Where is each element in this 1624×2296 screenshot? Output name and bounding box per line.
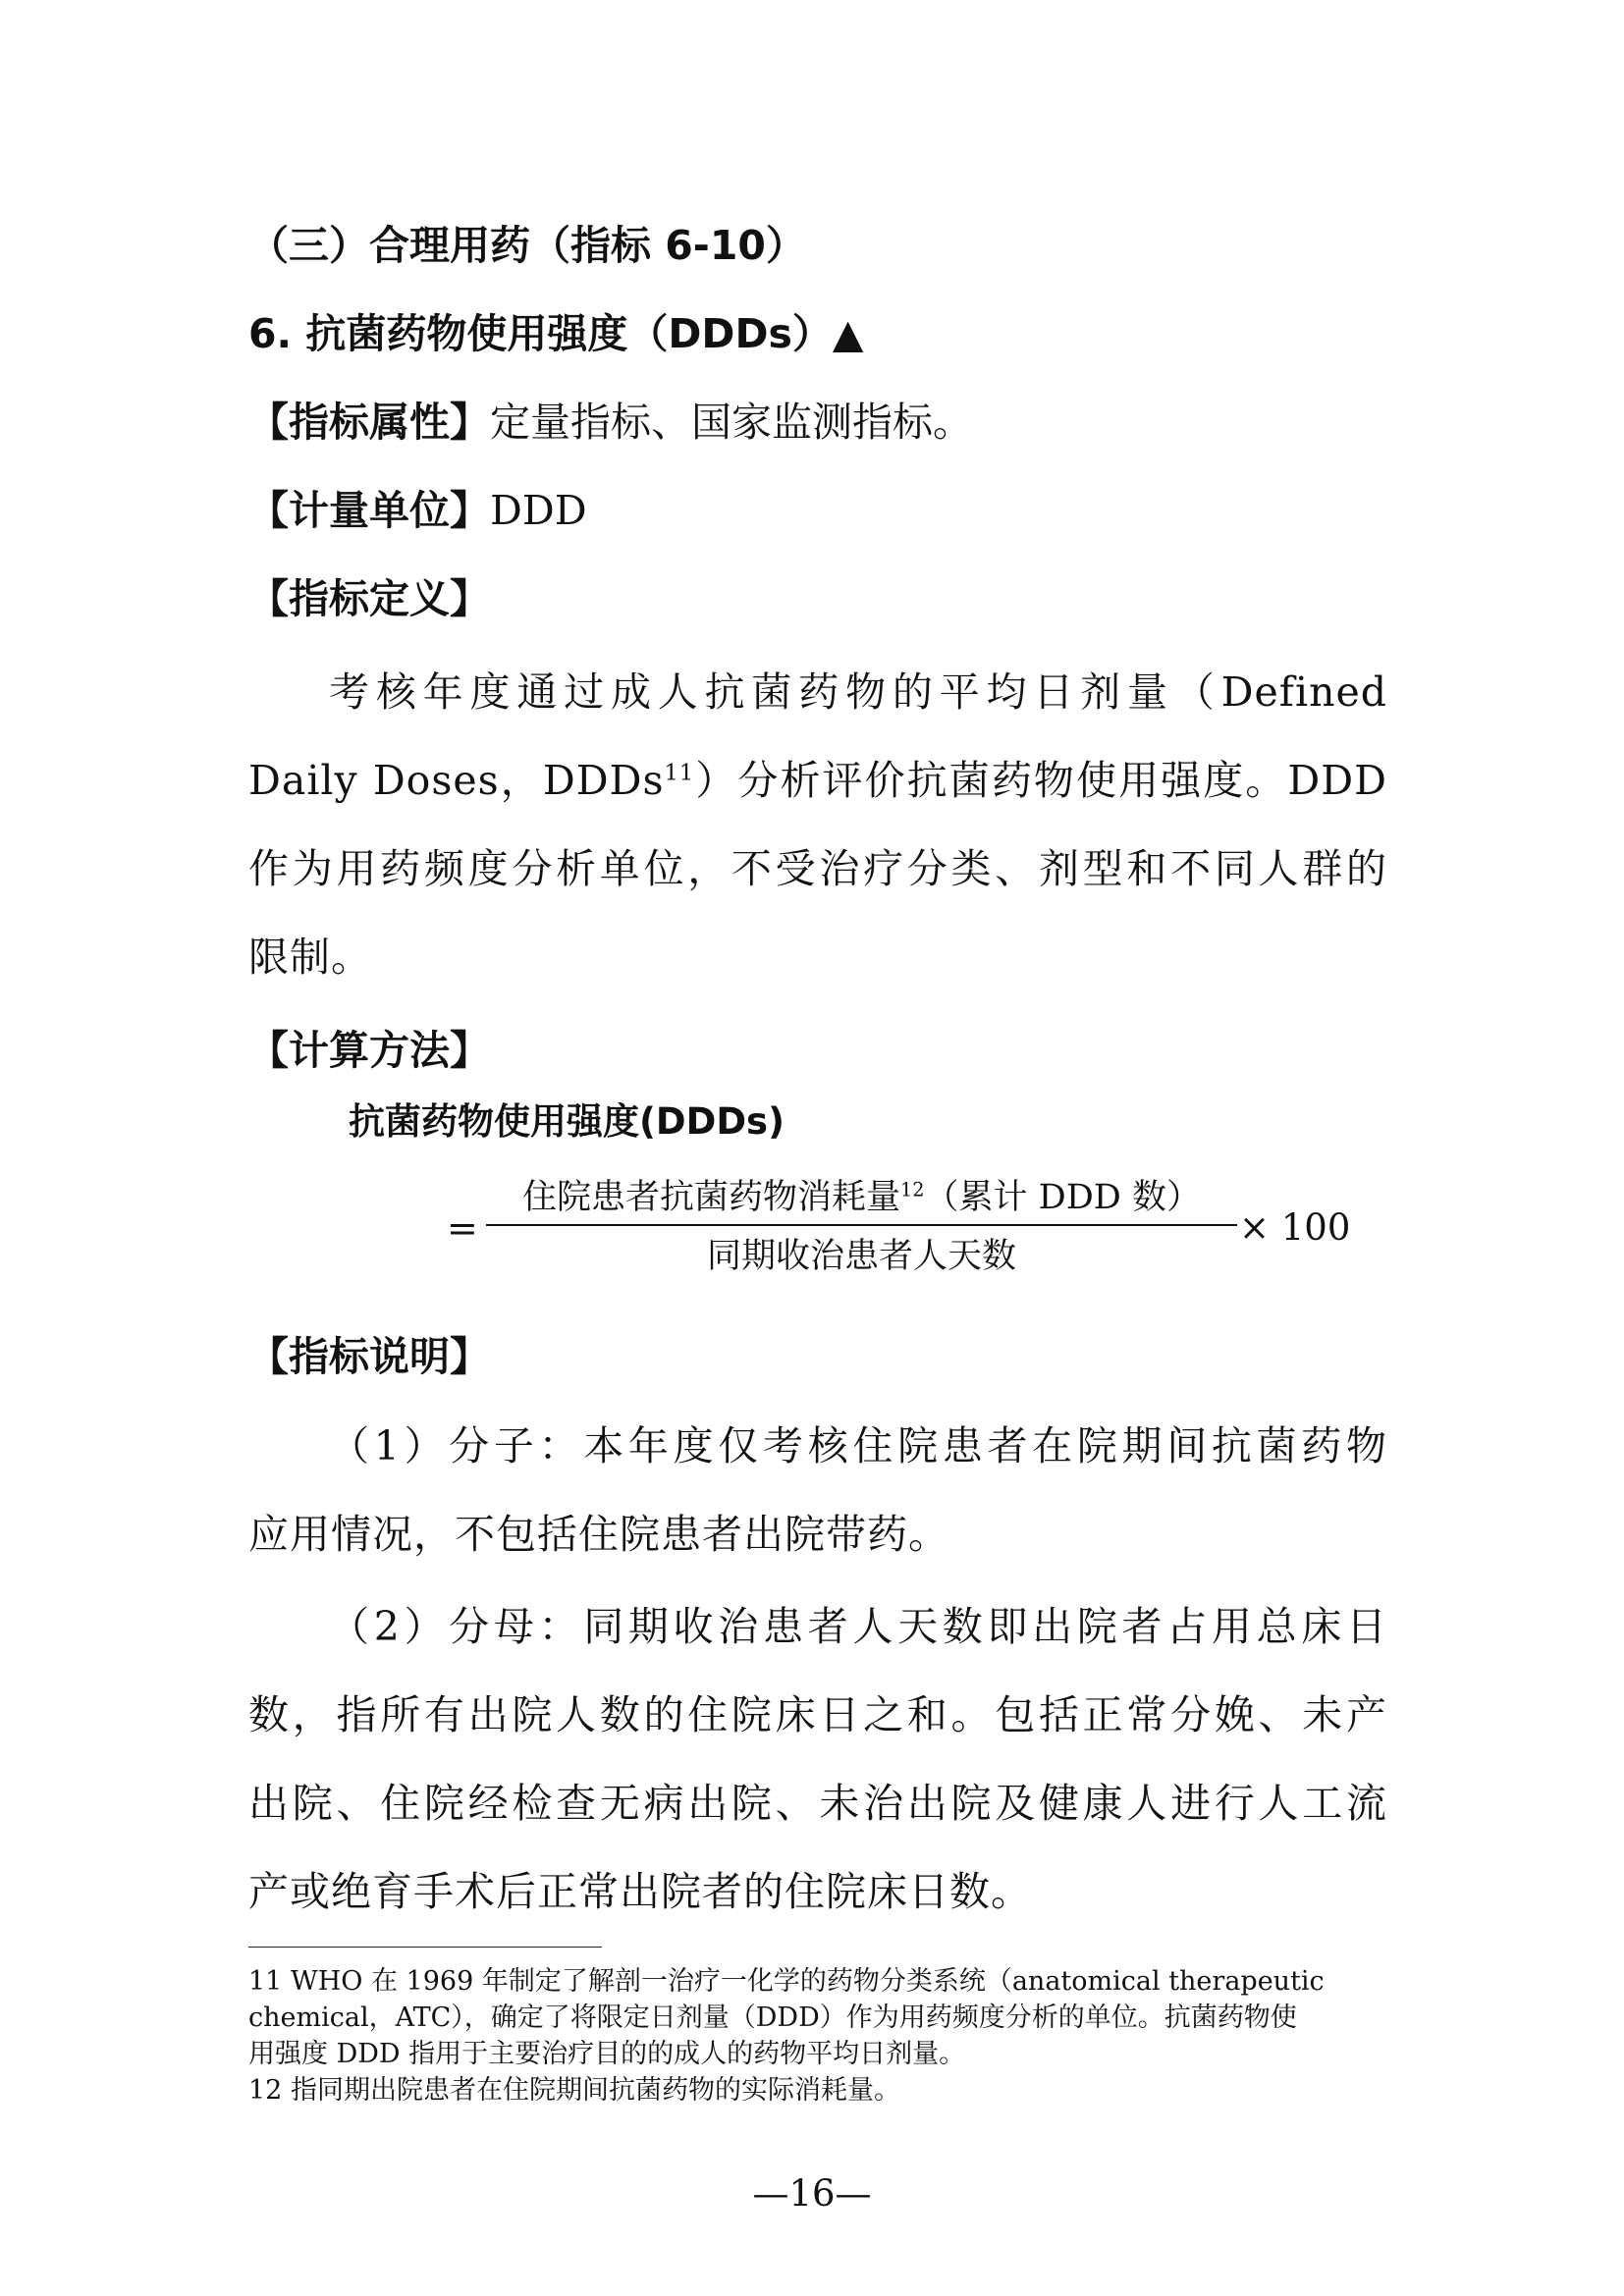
- footnote-separator: [248, 1947, 602, 1948]
- definition-label: 【指标定义】: [248, 575, 490, 622]
- fraction-bar: [486, 1224, 1237, 1226]
- attribute-row: [248, 393, 1387, 452]
- definition-line-2-pre: Daily Doses，DDDs: [248, 757, 665, 804]
- footnote-ref-11: 11: [664, 760, 695, 786]
- footnote-11-line-3: 用强度 DDD 指用于主要治疗目的的成人的药物平均日剂量。: [248, 2039, 966, 2069]
- attribute-value: 定量指标、国家监测指标。: [490, 399, 973, 446]
- definition-line-3: 作为用药频度分析单位，不受治疗分类、剂型和不同人群的: [248, 845, 1387, 892]
- unit-row: [248, 481, 1387, 540]
- method-label: 【计算方法】: [248, 1027, 490, 1074]
- explanation-p2-line-1: （2）分母：同期收治患者人天数即出院者占用总床日: [329, 1603, 1387, 1650]
- unit-value: DDD: [490, 487, 587, 534]
- footnote-ref-12: 12: [900, 1178, 925, 1201]
- formula-title: 抗菌药物使用强度(DDDs): [349, 1100, 785, 1143]
- indicator-title: 6. 抗菌药物使用强度（DDDs）▲: [248, 310, 864, 357]
- definition-line-4: 限制。: [248, 934, 372, 981]
- page-number: —16—: [752, 2172, 872, 2215]
- explanation-p2-line-2: 数，指所有出院人数的住院床日之和。包括正常分娩、未产: [248, 1691, 1387, 1738]
- explanation-p1-line-1: （1）分子：本年度仅考核住院患者在院期间抗菌药物: [329, 1422, 1387, 1469]
- explanation-p2-line-3: 出院、住院经检查无病出院、未治出院及健康人进行人工流: [248, 1780, 1387, 1827]
- definition-line-1: 考核年度通过成人抗菌药物的平均日剂量（Defined: [329, 668, 1387, 716]
- explanation-p1-line-2: 应用情况，不包括住院患者出院带药。: [248, 1511, 949, 1558]
- formula-equals: =: [447, 1206, 478, 1250]
- numerator-suffix: （累计 DDD 数）: [924, 1178, 1201, 1217]
- formula-numerator: [486, 1173, 1237, 1222]
- formula-fraction: [486, 1173, 1237, 1281]
- unit-label: 【计量单位】: [248, 487, 490, 534]
- numerator-text: 住院患者抗菌药物消耗量: [522, 1178, 901, 1217]
- formula-denominator: 同期收治患者人天数: [706, 1237, 1016, 1276]
- footnote-12: 12 指同期出院患者在住院期间抗菌药物的实际消耗量。: [248, 2075, 900, 2106]
- formula-multiplier: × 100: [1239, 1206, 1351, 1249]
- definition-line-2: [248, 751, 1387, 810]
- explanation-p2-line-4: 产或绝育手术后正常出院者的住院床日数。: [248, 1868, 1032, 1915]
- section-heading: （三）合理用药（指标 6-10）: [248, 222, 806, 269]
- footnote-11-line-1: 11 WHO 在 1969 年制定了解剖一治疗一化学的药物分类系统（anatomical therapeutic: [248, 1966, 1325, 1997]
- definition-line-2-post: ）分析评价抗菌药物使用强度。DDD: [694, 757, 1387, 804]
- explanation-label: 【指标说明】: [248, 1333, 490, 1380]
- attribute-label: 【指标属性】: [248, 399, 490, 446]
- footnote-11-line-2: chemical，ATC），确定了将限定日剂量（DDD）作为用药频度分析的单位。抗菌药物使: [248, 2002, 1297, 2033]
